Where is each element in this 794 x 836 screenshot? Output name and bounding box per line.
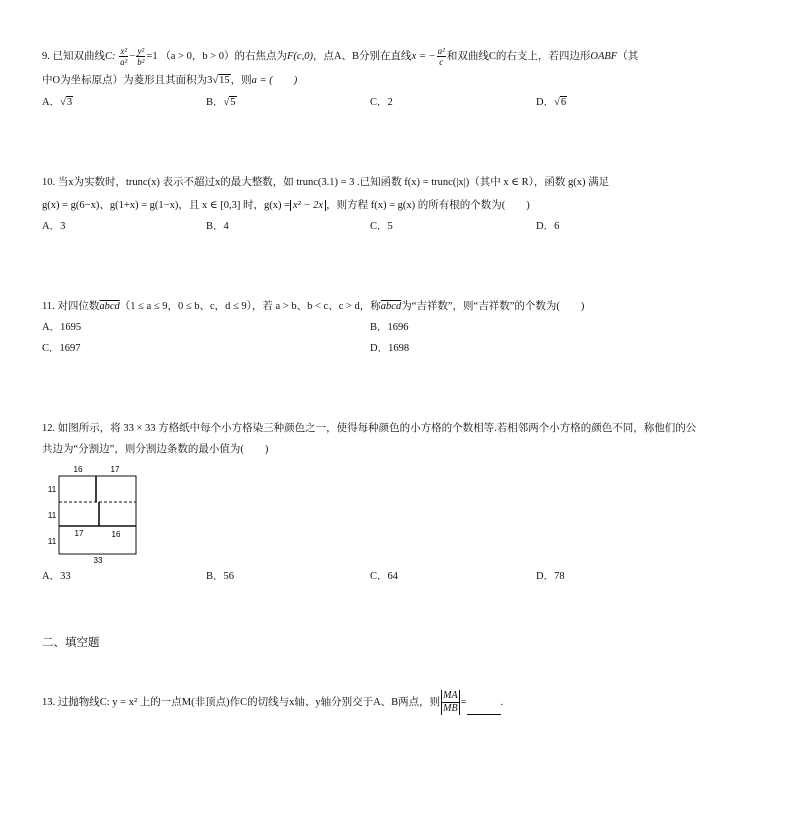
q13-text-b: = [460,696,467,708]
q9-curve: C: [105,50,116,62]
q9-text-l2a: 中O为坐标原点）为菱形且其面积为 [42,75,208,86]
q10-text-b: ，则方程 f(x) = g(x) 的所有根的个数为( ) [326,200,530,211]
q11-option-b[interactable]: B．1696 [370,322,409,333]
q9-focus: F(c,0) [287,50,313,62]
q9-frac-line-den: c [439,57,444,67]
q11-text-b: （1 ≤ a ≤ 9，0 ≤ b、c，d ≤ 9），若 a > b、b < c、c > d，称 [119,301,381,312]
q12-line2: 共边为“分割边”，则分割边条数的最小值为( ) [42,444,269,455]
q9-text: 9. 已知双曲线 [42,50,105,62]
q9-option-c[interactable] [370,96,393,110]
option-radicand: 5 [230,97,236,108]
q9-frac-x-num: x² [120,46,128,56]
q9-frac-line [437,46,446,67]
option-letter: C． [370,97,388,108]
q13-text-a: 13. 过抛物线C: y = x² 上的一点M(非顶点)作C的切线与x轴、y轴分别交于A、B两点，则 [42,696,441,708]
q10-option-c[interactable]: C．5 [370,221,393,232]
q9-line1 [42,46,638,67]
q9-eq: =1 [146,50,158,62]
q9-option-b[interactable]: B．√5 [206,97,236,108]
q10-line1: 10. 当x为实数时，trunc(x) 表示不超过x的最大整数，如 trunc(3.1) = 3 .已知函数 f(x) = trunc(|x|)（其中 x ∈ R），函数 g(x) 满足 [42,177,610,188]
q9-area-coef: 3 [207,75,213,86]
q10-option-b[interactable]: B．4 [206,221,229,232]
q9-frac-x-den: a² [120,57,128,67]
q11-option-c[interactable]: C．1697 [42,343,81,354]
q9-minus: − [129,50,136,62]
q10-abs: x² − 2x [290,200,326,211]
q12-option-a[interactable]: A．33 [42,571,71,582]
q9-text-l2c: a = ( ) [251,75,298,86]
q11-option-d[interactable]: D．1698 [370,343,410,354]
option-text: 2 [387,97,393,108]
q9-option-a[interactable]: A．√3 [42,97,73,108]
grid-outline [59,476,136,554]
q13-answer-blank[interactable] [467,704,501,715]
q13-line1 [42,690,503,715]
q11-text-a: 11. 对四位数 [42,301,100,312]
q11-abcd: abcd [380,301,402,312]
q9-frac-line-num: a² [437,46,445,56]
grid-left-label: 11 [47,485,57,494]
q9-text-l2b: ，则 [230,75,252,86]
q9-text-c: ，点A、B分别在直线 [312,50,412,62]
q9-text-d: 和双曲线C的右支上，若四边形 [446,50,591,62]
q10-line2 [42,198,530,214]
q11-option-a[interactable]: A．1695 [42,322,82,333]
q13-frac-num: MA [443,690,458,701]
q9-frac-y-den: b² [137,57,145,67]
q13-text-c: . [500,696,504,708]
grid-figure [40,462,150,568]
q9-text-b: 的右焦点为 [234,50,288,62]
q11-line1 [42,299,584,315]
q10-option-a[interactable]: A．3 [42,221,66,232]
q9-option-d[interactable]: D．√6 [536,97,567,108]
q12-option-c[interactable]: C．64 [370,571,399,582]
grid-left-label: 11 [47,511,57,520]
q9-frac-x [119,46,128,67]
q12-line1: 12. 如图所示，将 33 × 33 方格纸中每个小方格染三种颜色之一，使得每种颜色的小方格的个数相等.若相邻两个小方格的颜色不同，称他们的公 [42,423,697,434]
grid-inner-label: 16 [111,530,121,539]
grid-top-label: 17 [110,465,120,474]
option-letter: D． [536,97,555,108]
q13-frac-den: MB [443,703,458,714]
q12-option-b[interactable]: B．56 [206,571,235,582]
q9-text-e: （其 [617,50,639,62]
section-heading: 二、填空题 [42,635,100,649]
option-letter: B． [206,97,224,108]
option-radicand: 6 [560,97,567,108]
q13-frac [441,690,459,715]
q10-option-d[interactable]: D．6 [536,221,560,232]
q9-quad: OABF [590,50,618,62]
q9-frac-y [136,46,145,67]
grid-inner-label: 17 [74,529,84,538]
q12-option-d[interactable]: D．78 [536,571,565,582]
q9-frac-y-num: y² [137,46,145,56]
grid-top-label: 16 [73,465,83,474]
q9-area-rad: 15 [219,75,230,86]
q11-text-c: 为“吉祥数”，则“吉祥数”的个数为( ) [401,301,585,312]
q9-line2: 中O为坐标原点）为菱形且其面积为3√15，则a = ( ) [42,75,298,86]
q11-abcd: abcd [99,301,120,312]
grid-bottom-label: 33 [93,556,103,565]
option-letter: A． [42,97,61,108]
grid-left-label: 11 [47,537,57,546]
q9-cond: （a > 0，b > 0） [160,50,235,62]
q9-line-x: x = − [411,50,436,62]
q10-text-a: g(x) = g(6−x)、g(1+x) = g(1−x)，且 x ∈ [0,3] 时，g(x) = [42,200,291,211]
option-radicand: 3 [66,97,73,108]
